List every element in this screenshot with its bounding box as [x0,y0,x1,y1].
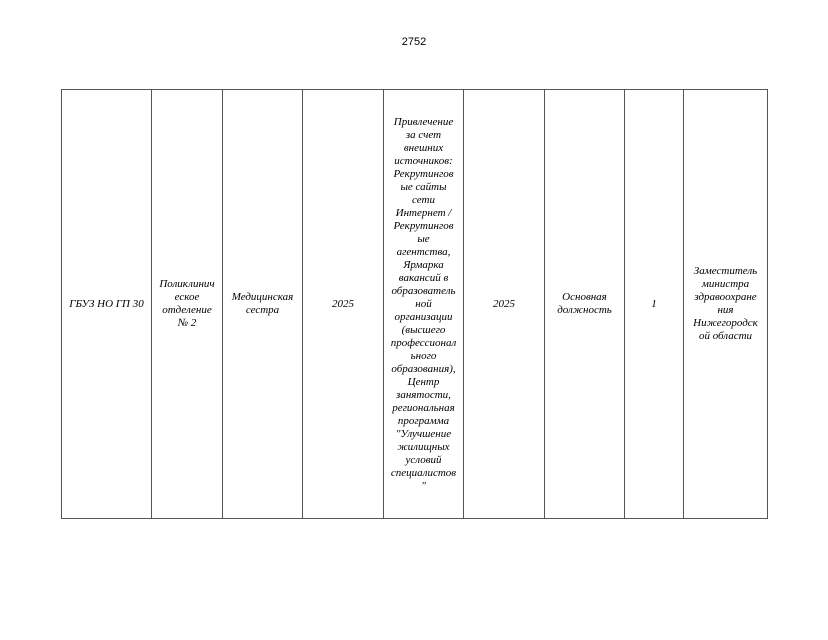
cell-text-line: Ярмарка [403,258,444,271]
cell-text-line: источников: [394,154,453,167]
cell-text-line: № 2 [177,317,197,329]
cell-position-type [545,90,625,519]
cell-text-line: программа [397,414,450,427]
cell-text-line: Основная [562,291,607,303]
cell-text-line: Поликлинич [159,278,215,290]
page-number: 2752 [401,36,427,48]
cell-text-line: "Улучшение [395,427,452,440]
cell-text-line: ной [415,297,432,310]
cell-text-line: ния [717,304,734,316]
cell-text-line: ые сайты [400,180,447,193]
cell-text-line: отделение [162,304,212,316]
cell-text-line: внешних [403,141,444,154]
cell-count: 1 [625,90,684,519]
cell-text-line: региональная [392,401,455,414]
cell-target-year: 2025 [464,90,545,519]
cell-text-line: ой области [698,330,753,342]
cell-text-line: Центр [407,375,440,388]
cell-text-line: " [421,479,426,492]
cell-text-line: Привлечение [393,115,454,128]
cell-year: 2025 [303,90,384,519]
cell-text-line: образователь [391,284,456,297]
cell-text-line: сети [412,193,435,206]
cell-position [223,90,303,519]
cell-text-line: условий [405,453,442,466]
cell-text-line: еское [174,291,200,303]
cell-text-line: министра [701,278,750,290]
cell-text-line: вакансий в [398,271,449,284]
cell-text-line: специалистов [390,466,457,479]
cell-text-line: образования), [391,362,456,375]
cell-text-line: за счет [405,128,442,141]
data-table [61,89,768,519]
cell-text-line: ые [417,232,430,245]
cell-text-line: Рекрутингов [393,167,454,180]
cell-text-line: Медицинская [231,291,294,303]
cell-text-line: занятости, [396,388,451,401]
cell-text-line: организации [394,310,453,323]
cell-text-line: агентства, [396,245,451,258]
cell-text-line: Заместитель [693,265,758,277]
cell-responsible [684,90,768,519]
cell-text-line: здравоохране [694,291,757,303]
cell-text-line: профессионал [390,336,457,349]
cell-text-line: Нижегородск [693,317,758,329]
cell-text-line: должность [557,304,612,316]
cell-department [152,90,223,519]
cell-text-line: сестра [245,304,280,316]
cell-text-line: жилищных [397,440,450,453]
cell-text-line: (высшего [401,323,446,336]
cell-text-line: ьного [410,349,437,362]
table-row [62,90,768,519]
cell-text-line: Рекрутингов [393,219,454,232]
cell-institution: ГБУЗ НО ГП 30 [62,90,152,519]
cell-recruitment-sources [384,90,464,519]
cell-text-line: Интернет / [395,206,452,219]
